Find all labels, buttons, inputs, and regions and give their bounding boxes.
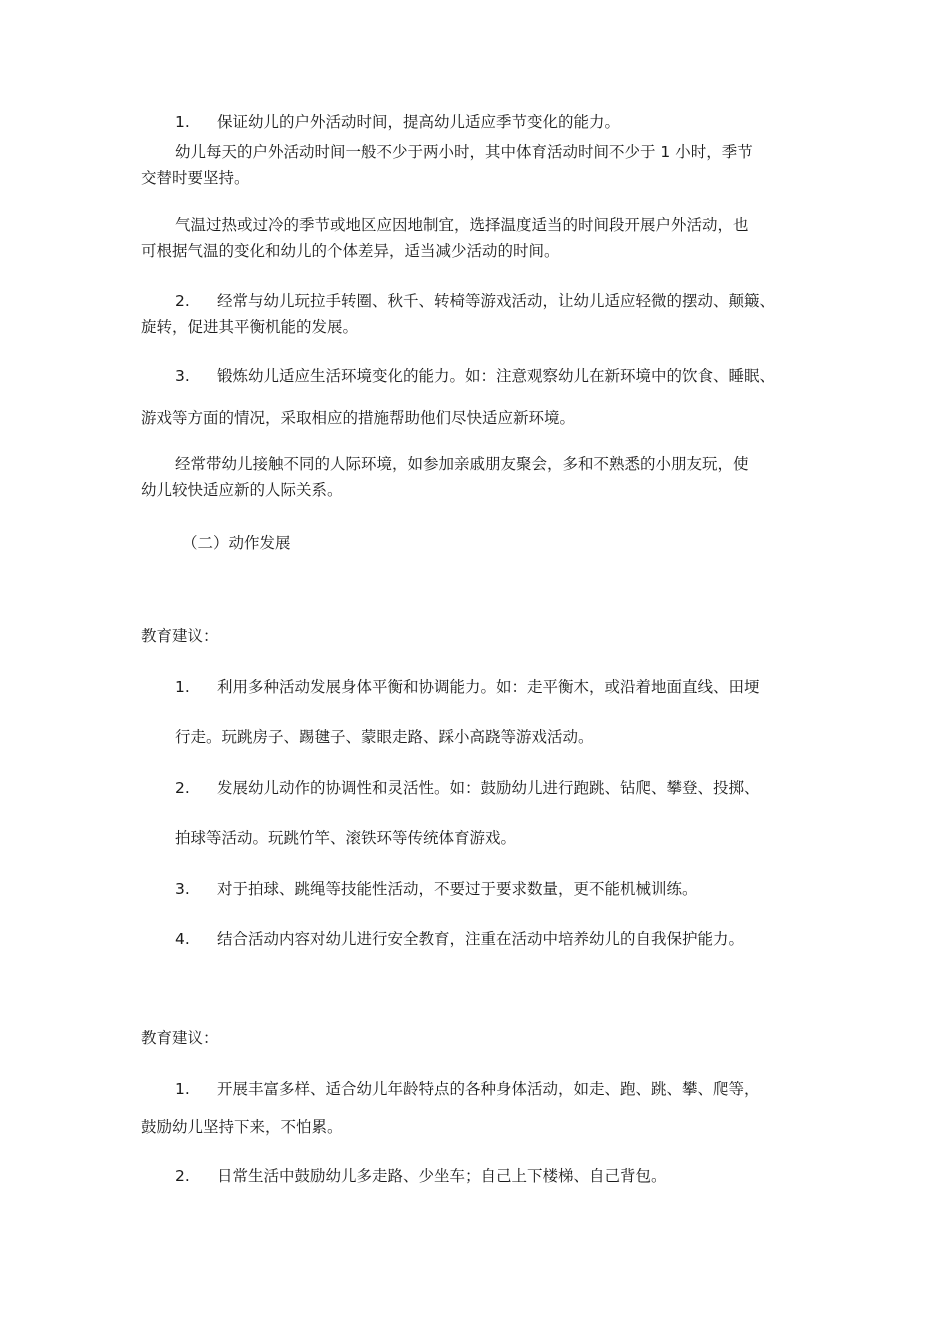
paragraph-text: 保证幼儿的户外活动时间，提高幼儿适应季节变化的能力。	[217, 113, 621, 131]
section-heading: （二）动作发展	[182, 534, 291, 552]
list-item	[175, 1163, 845, 1189]
list-number: 2.	[175, 779, 190, 797]
paragraph-text: 日常生活中鼓励幼儿多走路、少坐车；自己上下楼梯、自己背包。	[217, 1167, 667, 1185]
paragraph-line: 经常带幼儿接触不同的人际环境，如参加亲戚朋友聚会，多和不熟悉的小朋友玩，使	[175, 455, 749, 473]
paragraph-line: 幼儿较快适应新的人际关系。	[141, 481, 343, 499]
list-number: 3.	[175, 367, 190, 385]
list-item	[175, 109, 845, 135]
advice-heading: 教育建议：	[141, 627, 219, 645]
paragraph-line: 开展丰富多样、适合幼儿年龄特点的各种身体活动，如走、跑、跳、攀、爬等，	[217, 1080, 760, 1098]
list-item	[141, 1076, 811, 1140]
paragraph-text: 结合活动内容对幼儿进行安全教育，注重在活动中培养幼儿的自我保护能力。	[217, 930, 745, 948]
paragraph	[141, 139, 811, 191]
list-number: 1.	[175, 1080, 190, 1098]
paragraph-text: 对于拍球、跳绳等技能性活动，不要过于要求数量，更不能机械训练。	[217, 880, 698, 898]
list-item	[175, 775, 845, 851]
paragraph-line: 利用多种活动发展身体平衡和协调能力。如：走平衡木，或沿着地面直线、田埂	[217, 678, 760, 696]
list-item	[175, 876, 845, 902]
paragraph-line: 旋转，促进其平衡机能的发展。	[141, 318, 359, 336]
list-number: 2.	[175, 292, 190, 310]
paragraph-line: 发展幼儿动作的协调性和灵活性。如：鼓励幼儿进行跑跳、钻爬、攀登、投掷、	[217, 779, 760, 797]
list-number: 4.	[175, 930, 190, 948]
paragraph	[141, 451, 811, 503]
list-item	[175, 674, 845, 750]
advice-heading: 教育建议：	[141, 1029, 219, 1047]
paragraph-line: 气温过热或过冷的季节或地区应因地制宜，选择温度适当的时间段开展户外活动，也	[175, 216, 749, 234]
paragraph-line: 鼓励幼儿坚持下来，不怕累。	[141, 1118, 343, 1136]
paragraph-line: 游戏等方面的情况，采取相应的措施帮助他们尽快适应新环境。	[141, 409, 576, 427]
paragraph-line: 锻炼幼儿适应生活环境变化的能力。如：注意观察幼儿在新环境中的饮食、睡眠、	[217, 367, 776, 385]
paragraph-line: 行走。玩跳房子、踢毽子、蒙眼走路、踩小高跷等游戏活动。	[175, 728, 594, 746]
list-item	[141, 363, 811, 431]
list-number: 3.	[175, 880, 190, 898]
list-number: 1.	[175, 113, 190, 131]
paragraph	[141, 212, 811, 264]
paragraph-line: 经常与幼儿玩拉手转圈、秋千、转椅等游戏活动，让幼儿适应轻微的摆动、颠簸、	[217, 292, 776, 310]
list-number: 1.	[175, 678, 190, 696]
paragraph-line: 可根据气温的变化和幼儿的个体差异，适当减少活动的时间。	[141, 242, 560, 260]
list-number: 2.	[175, 1167, 190, 1185]
paragraph-line: 幼儿每天的户外活动时间一般不少于两小时，其中体育活动时间不少于 1 小时，季节	[175, 143, 753, 161]
list-item	[175, 926, 845, 952]
paragraph-line: 交替时要坚持。	[141, 169, 250, 187]
list-item	[141, 288, 811, 340]
paragraph-line: 拍球等活动。玩跳竹竿、滚铁环等传统体育游戏。	[175, 829, 517, 847]
